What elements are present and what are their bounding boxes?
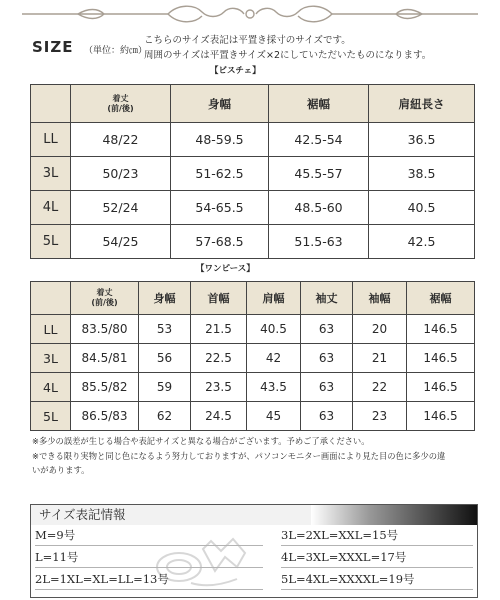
corner-cell: [31, 282, 71, 315]
column-header: 着丈 (前/後): [71, 85, 171, 123]
row-divider: [35, 545, 263, 546]
table-cell: 22: [353, 373, 407, 402]
note-line: ※多少の誤差が生じる場合や表記サイズと異なる場合がございます。予めご了承ください。: [32, 436, 370, 446]
size-info-box: [30, 504, 478, 598]
size-label: 3L: [31, 344, 71, 373]
table-cell: 38.5: [369, 157, 475, 191]
table-cell: 42.5: [369, 225, 475, 259]
table-header-row: [31, 85, 475, 123]
table-cell: 86.5/83: [71, 402, 139, 431]
table-row: [31, 315, 475, 344]
table-cell: 54-65.5: [171, 191, 269, 225]
table-cell: 52/24: [71, 191, 171, 225]
table-cell: 53: [139, 315, 191, 344]
bustier-size-table: [30, 84, 475, 259]
table-cell: 62: [139, 402, 191, 431]
size-equivalence-right: 3L=2XL=XXL=15号: [281, 528, 399, 542]
size-info-title-bar: [31, 505, 477, 525]
row-divider: [281, 589, 473, 590]
table-row: [31, 225, 475, 259]
table-cell: 146.5: [407, 344, 475, 373]
table-row: [31, 402, 475, 431]
size-label: 3L: [31, 157, 71, 191]
table-cell: 42: [247, 344, 301, 373]
ornament-flourish-icon: [18, 4, 482, 24]
size-equivalence-left: M=9号: [35, 528, 76, 542]
table-cell: 24.5: [191, 402, 247, 431]
table-cell: 63: [301, 373, 353, 402]
size-equivalence-right: 4L=3XL=XXXL=17号: [281, 550, 407, 564]
measurement-note: こちらのサイズ表記は平置き採寸のサイズです。: [144, 35, 351, 46]
size-label: 5L: [31, 402, 71, 431]
onepiece-caption: 【ワンピース】: [196, 264, 255, 274]
note-line: ※できる限り実物と同じ色になるよう努力しておりますが、パソコンモニター画面により見た目の色に多少の違: [32, 450, 446, 461]
unit-label: （単位：約㎝）: [84, 46, 148, 56]
table-cell: 48/22: [71, 123, 171, 157]
bustier-caption: 【ビスチェ】: [210, 66, 261, 76]
table-cell: 23: [353, 402, 407, 431]
table-cell: 51-62.5: [171, 157, 269, 191]
table-row: [31, 123, 475, 157]
table-cell: 54/25: [71, 225, 171, 259]
column-header: 着丈 (前/後): [71, 282, 139, 315]
size-equivalence-right: 5L=4XL=XXXXL=19号: [281, 572, 415, 586]
table-cell: 50/23: [71, 157, 171, 191]
table-cell: 56: [139, 344, 191, 373]
column-header: 肩幅: [247, 282, 301, 315]
onepiece-size-table: [30, 281, 475, 431]
table-cell: 51.5-63: [269, 225, 369, 259]
row-divider: [35, 567, 263, 568]
table-row: [31, 344, 475, 373]
size-header: [32, 32, 482, 66]
table-header-row: [31, 282, 475, 315]
size-label: 4L: [31, 191, 71, 225]
table-cell: 42.5-54: [269, 123, 369, 157]
size-equivalence-left: 2L=1XL=XL=LL=13号: [35, 572, 169, 586]
row-divider: [281, 567, 473, 568]
disclaimer-notes: [32, 434, 482, 478]
table-row: [31, 157, 475, 191]
table-cell: 48.5-60: [269, 191, 369, 225]
table-cell: 85.5/82: [71, 373, 139, 402]
size-label: LL: [31, 315, 71, 344]
table-cell: 40.5: [247, 315, 301, 344]
table-cell: 83.5/80: [71, 315, 139, 344]
table-cell: 63: [301, 402, 353, 431]
table-cell: 45.5-57: [269, 157, 369, 191]
corner-cell: [31, 85, 71, 123]
size-title: SIZE: [32, 38, 74, 56]
size-label: 5L: [31, 225, 71, 259]
circumference-note: 周囲のサイズは平置きサイズ×2にしていただいたものになります。: [144, 50, 432, 61]
table-cell: 23.5: [191, 373, 247, 402]
size-equivalence-left: L=11号: [35, 550, 79, 564]
table-cell: 21.5: [191, 315, 247, 344]
column-header: 肩紐長さ: [369, 85, 475, 123]
table-cell: 146.5: [407, 315, 475, 344]
column-header: 裾幅: [407, 282, 475, 315]
table-cell: 21: [353, 344, 407, 373]
size-info-title: サイズ表記情報: [39, 507, 126, 522]
table-cell: 63: [301, 315, 353, 344]
size-label: LL: [31, 123, 71, 157]
table-cell: 59: [139, 373, 191, 402]
table-cell: 146.5: [407, 373, 475, 402]
size-label: 4L: [31, 373, 71, 402]
note-line: いがあります。: [32, 465, 90, 475]
row-divider: [35, 589, 263, 590]
table-cell: 84.5/81: [71, 344, 139, 373]
column-header: 袖丈: [301, 282, 353, 315]
table-cell: 45: [247, 402, 301, 431]
title-gradient-bar: [311, 505, 477, 525]
column-header: 身幅: [139, 282, 191, 315]
column-header: 裾幅: [269, 85, 369, 123]
column-header: 身幅: [171, 85, 269, 123]
table-cell: 20: [353, 315, 407, 344]
table-row: [31, 373, 475, 402]
table-cell: 22.5: [191, 344, 247, 373]
table-cell: 36.5: [369, 123, 475, 157]
row-divider: [281, 545, 473, 546]
table-cell: 48-59.5: [171, 123, 269, 157]
table-cell: 43.5: [247, 373, 301, 402]
table-cell: 57-68.5: [171, 225, 269, 259]
table-cell: 146.5: [407, 402, 475, 431]
table-row: [31, 191, 475, 225]
column-header: 袖幅: [353, 282, 407, 315]
column-header: 首幅: [191, 282, 247, 315]
table-cell: 63: [301, 344, 353, 373]
table-cell: 40.5: [369, 191, 475, 225]
